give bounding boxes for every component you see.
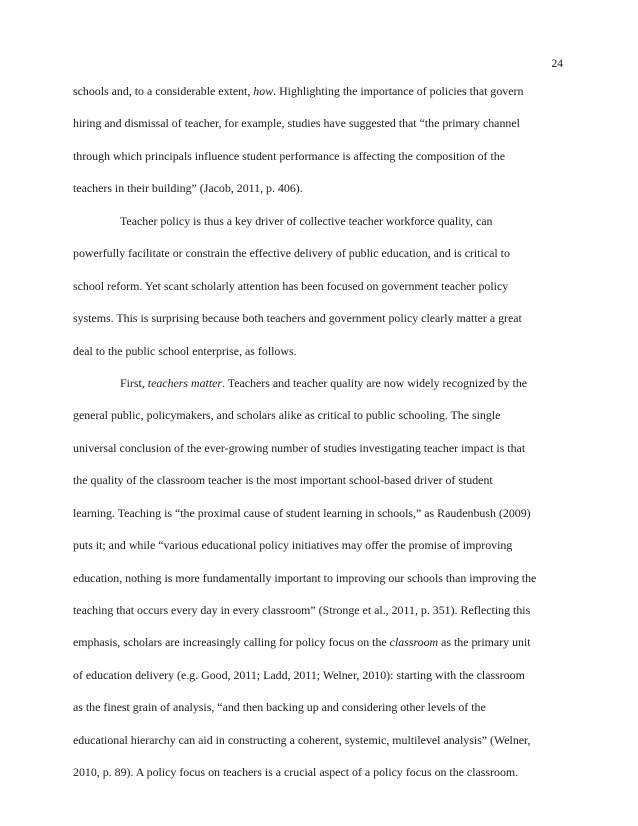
text-line (73, 270, 571, 302)
body-text (73, 75, 571, 789)
emphasis-text: teachers matter (147, 375, 223, 390)
text-line (73, 237, 571, 269)
text-span: as the finest grain of analysis, “and then backing up and considering other levels of the (73, 700, 486, 715)
text-span: . Teachers and teacher quality are now widely recognized by the (222, 375, 528, 390)
text-line (73, 75, 571, 107)
text-line (73, 367, 571, 399)
text-span: systems. This is surprising because both teachers and government policy clearly matter a great (73, 311, 522, 326)
text-line (73, 497, 571, 529)
text-span: school reform. Yet scant scholarly attention has been focused on government teacher policy (73, 278, 509, 293)
text-line (73, 399, 571, 431)
text-line (73, 724, 571, 756)
text-span: . Highlighting the importance of policies that govern (273, 84, 524, 98)
text-line (73, 594, 571, 626)
text-span: learning. Teaching is “the proximal cause of student learning in schools,” as Raudenbush (2009) (73, 505, 531, 520)
text-span: 2010, p. 89). A policy focus on teachers is a crucial aspect of a policy focus on the classroom. (73, 765, 519, 780)
text-line (73, 464, 571, 496)
text-line (73, 302, 571, 334)
text-line (73, 691, 571, 723)
text-span: educational hierarchy can aid in constructing a coherent, systemic, multilevel analysis” (Welner, (73, 732, 531, 747)
text-span: universal conclusion of the ever-growing number of studies investigating teacher impact is that (73, 440, 526, 455)
text-line (73, 140, 571, 172)
text-span: education, nothing is more fundamentally important to improving our schools than improving the (73, 570, 537, 585)
text-span: teaching that occurs every day in every classroom” (Stronge et al., 2011, p. 351). Reflecting this (73, 603, 531, 617)
text-span: of education delivery (e.g. Good, 2011; Ladd, 2011; Welner, 2010): starting with the classroom (73, 667, 525, 682)
text-line (73, 335, 571, 367)
text-line (73, 432, 571, 464)
text-line (73, 205, 571, 237)
text-span: schools and, to a considerable extent, (73, 84, 254, 98)
text-span: First, (120, 375, 148, 390)
emphasis-text: classroom (389, 635, 439, 650)
text-span: hiring and dismissal of teacher, for example, studies have suggested that “the primary channel (73, 116, 520, 131)
emphasis-text: how (253, 84, 274, 98)
text-span: puts it; and while “various educational policy initiatives may offer the promise of improving (73, 538, 513, 553)
text-line (73, 756, 571, 788)
text-line (73, 659, 571, 691)
text-line (73, 529, 571, 561)
text-line (73, 626, 571, 658)
text-line (73, 107, 571, 139)
text-span: powerfully facilitate or constrain the effective delivery of public education, and is critical to (73, 246, 510, 261)
page-number: 24 (551, 58, 563, 70)
text-span: the quality of the classroom teacher is the most important school-based driver of student (73, 473, 493, 488)
text-span: deal to the public school enterprise, as follows. (73, 343, 297, 358)
text-line (73, 172, 571, 204)
text-span: Teacher policy is thus a key driver of collective teacher workforce quality, can (120, 213, 493, 228)
text-span: general public, policymakers, and scholars alike as critical to public schooling. The single (73, 408, 501, 423)
text-span: as the primary unit (438, 635, 531, 650)
text-span: emphasis, scholars are increasingly calling for policy focus on the (73, 635, 390, 650)
text-span: teachers in their building” (Jacob, 2011, p. 406). (73, 181, 303, 196)
text-span: through which principals influence student performance is affecting the composition of the (73, 148, 506, 163)
text-line (73, 562, 571, 594)
